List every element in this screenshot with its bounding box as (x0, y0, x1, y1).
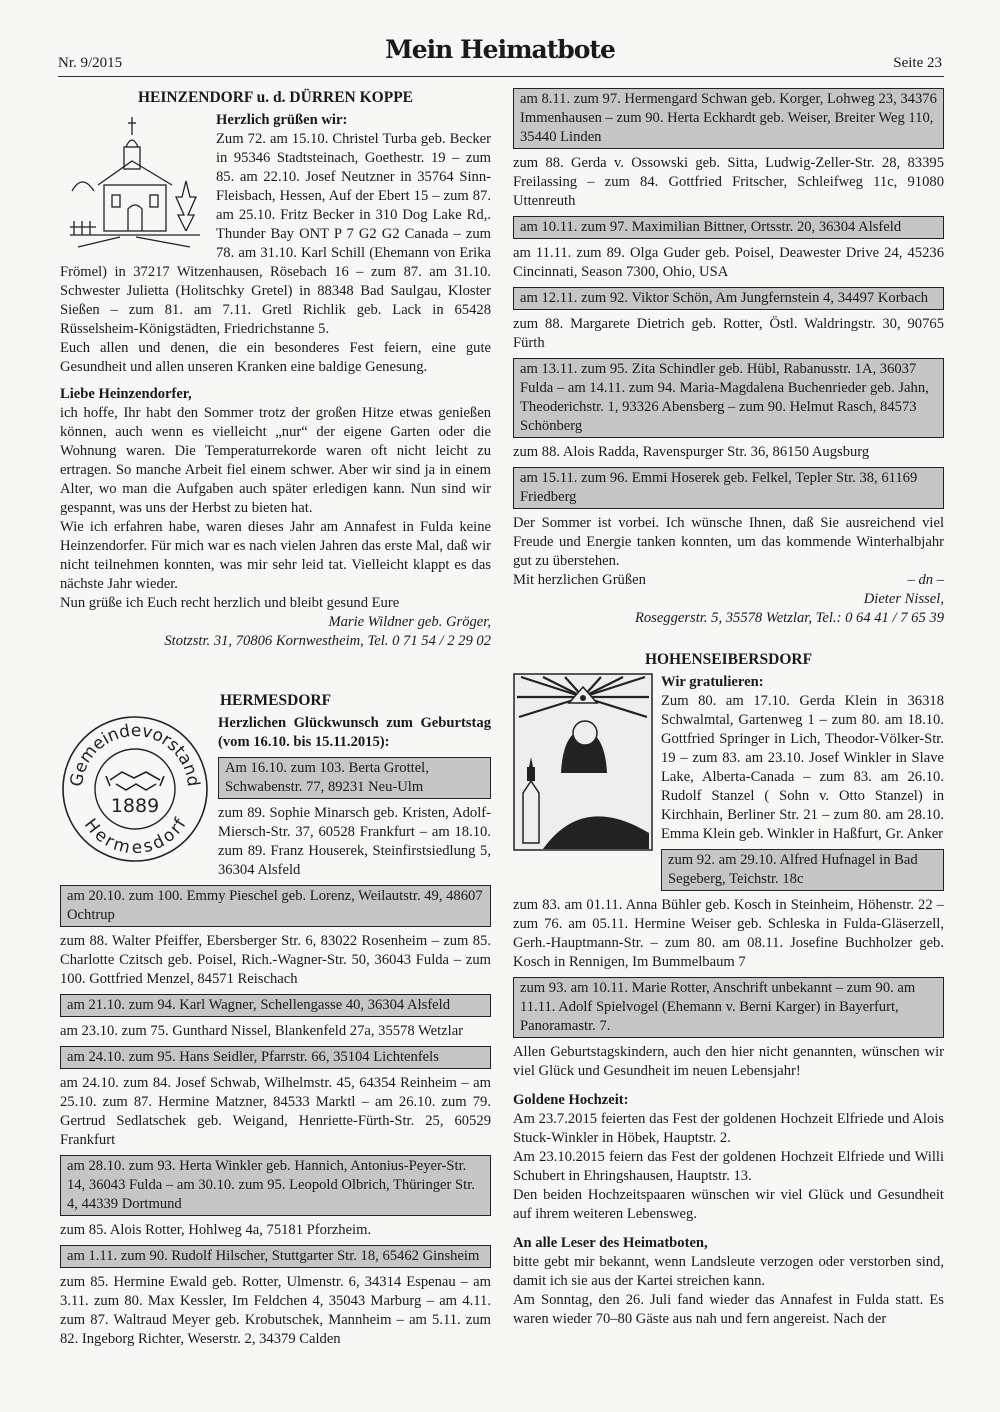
readers-paragraph: bitte gebt mir bekannt, wenn Landsleute verzogen oder verstorben sind, damit ich sie aus der Kartei streichen kann. (513, 1254, 944, 1289)
birthday-box: am 15.11. zum 96. Emmi Hoserek geb. Felkel, Tepler Str. 38, 61169 Friedberg (513, 467, 944, 509)
page-number: Seite 23 (893, 55, 942, 71)
heinzendorf-birthdays: Zum 72. am 15.10. Christel Turba geb. Becker in 95346 Stadtsteinach, Goethestr. 19 – zum 85. am 22.10. Josef Neutzner in 35764 Sinn-Fleisbach, Hessen, Auf der Ebert 15 – zum 87. am 25.10. Fritz Becker in 310 Dog Lake Rd,. Thunder Bay ONT P 7 G2 G2 Canada – zum 78. am 31.10. Karl Schill (Ehemann von Erika Frömel) in 37217 Witzenhausen, Rösebach 16 – zum 87. am 31.10. Schwester Julietta (Holitschky Gretel) in 88348 Bad Saulgau, Kloster Sießen – zum 81. am 7.11. Gretl Richlik geb. Lack in 65428 Rüsselsheim-Königstädten, Friedrichstanne 5. (60, 131, 491, 337)
birthday-box: am 28.10. zum 93. Herta Winkler geb. Hannich, Antonius-Peyer-Str. 14, 36043 Fulda – am 30.10. zum 95. Leopold Olbrich, Thüringer Str. 4, 44339 Dortmund (60, 1155, 491, 1216)
birthday-box: am 10.11. zum 97. Maximilian Bittner, Ortsstr. 20, 36304 Alsfeld (513, 216, 944, 239)
signature-address: Stotzstr. 31, 70806 Kornwestheim, Tel. 0 71 54 / 2 29 02 (164, 633, 491, 649)
hohenseibersdorf-paragraph: zum 83. am 01.11. Anna Bühler geb. Kosch in Steinheim, Höhenstr. 22 – zum 76. am 05.11. Hermine Weiser geb. Schleska in Fulda-Gläserzell, Gerh.-Hauptmann-Str. – zum 80. am 08.11. Josefine Buchholzer geb. Kosch in Rennigen, Im Bummelbaum 7 (513, 897, 944, 970)
heinzendorf-heading: HEINZENDORF u. d. DÜRREN KOPPE (137, 89, 413, 106)
birthday-box: am 20.10. zum 100. Emmy Pieschel geb. Lorenz, Weilautstr. 49, 48607 Ochtrup (60, 885, 491, 927)
seal-top-text: Gemeindevorstand (66, 720, 204, 788)
closing-greeting: Mit herzlichen Grüßen (513, 572, 646, 588)
issue-number: Nr. 9/2015 (58, 55, 123, 71)
handshake-icon (106, 772, 164, 790)
hermesdorf-heading: HERMESDORF (219, 692, 332, 709)
signature-address: Roseggerstr. 5, 35578 Wetzlar, Tel.: 0 64 41 / 7 65 39 (634, 610, 944, 626)
hermesdorf-congrats: Herzlichen Glückwunsch zum Geburtstag (vom 16.10. bis 15.11.2015): (218, 715, 491, 750)
greet-heading: Herzlich grüßen wir: (216, 112, 348, 128)
letter-paragraph-3: Nun grüße ich Euch recht herzlich und bleibt gesund Eure (60, 595, 400, 611)
summer-paragraph: Der Sommer ist vorbei. Ich wünsche Ihnen, daß Sie ausreichend viel Freude und Energie tanken konnten, um das kommende Winterhalbjahr gut zu überstehen. (513, 515, 944, 569)
birthday-box: am 13.11. zum 95. Zita Schindler geb. Hübl, Rabanusstr. 1A, 36037 Fulda – am 14.11. zum 94. Maria-Magdalena Buchenrieder geb. Jahn, Theoderichstr. 1, 93326 Abensberg – zum 90. Helmut Rasch, 84573 Schönberg (513, 358, 944, 438)
hermesdorf-paragraph: am 24.10. zum 84. Josef Schwab, Wilhelmstr. 45, 64354 Reinheim – am 25.10. zum 87. Hermine Matzner, 84533 Marktl – am 26.10. zum 79. Gertrud Sedlatschek geb. Weigand, Henriette-Fürth-Str. 25, 60529 Frankfurt (60, 1075, 491, 1148)
birthday-box: zum 93. am 10.11. Marie Rotter, Anschrift unbekannt – zum 90. am 11.11. Adolf Spielvogel (Ehemann v. Berni Karger) in Bayerfurt, Panoramastr. 7. (513, 977, 944, 1038)
readers-heading: An alle Leser des Heimatboten, (513, 1235, 708, 1251)
birthday-box: Am 16.10. zum 103. Berta Grottel, Schwabenstr. 77, 89231 Neu-Ulm (218, 757, 491, 799)
heinzendorf-wishes: Euch allen und denen, die ein besonderes Fest feiern, eine gute Gesundheit und allen unseren Kranken eine baldige Genesung. (60, 340, 491, 375)
left-column (60, 88, 491, 1349)
hohenseibersdorf-congrats: Wir gratulieren: (661, 674, 764, 690)
readers-paragraph: Am Sonntag, den 26. Juli fand wieder das Annafest in Fulda statt. Es waren wieder 70–80 Gäste aus nah und fern angereist. Nach der (513, 1292, 944, 1327)
hohenseibersdorf-heading: HOHENSEIBERSDORF (644, 651, 813, 668)
signature-name: Dieter Nissel, (863, 591, 944, 607)
author-initials: – dn – (907, 572, 944, 588)
birthday-box: zum 92. am 29.10. Alfred Hufnagel in Bad Segeberg, Teichstr. 18c (661, 849, 944, 891)
hermesdorf-paragraph: zum 89. Sophie Minarsch geb. Kristen, Adolf-Miersch-Str. 37, 60528 Frankfurt – am 18.10. zum 89. Franz Houserek, Steinfirstsiedlung 5, 36304 Alsfeld (218, 805, 491, 878)
signature-name: Marie Wildner geb. Gröger, (328, 614, 491, 630)
municipal-seal (60, 714, 210, 864)
hermesdorf-paragraph: am 23.10. zum 75. Gunthard Nissel, Blankenfeld 27a, 35578 Wetzlar (60, 1023, 464, 1039)
woodcut-illustration (513, 673, 653, 851)
chapel-illustration (60, 111, 208, 251)
golden-wedding-heading: Goldene Hochzeit: (513, 1092, 629, 1108)
birthday-box: am 21.10. zum 94. Karl Wagner, Schellengasse 40, 36304 Alsfeld (60, 994, 491, 1017)
hohenseibersdorf-paragraph: Zum 80. am 17.10. Gerda Klein in 36318 Schwalmtal, Gartenweg 1 – zum 80. am 18.10. Gottfried Springer in Lich, Theodor-Völker-Str. 19 – zum 83. am 23.10. Josef Winkler in Slave Lake, Alberta-Canada – zum 83. am 26.10. Rudolf Stanzel ( Sohn v. Otto Stanzel) in Kirchhain, Berliner Str. 21 – zum 80. am 28.10. Emma Klein geb. Winkler in Haßfurt, Gr. Anker (661, 693, 944, 842)
newspaper-title: Mein Heimatbote (385, 35, 615, 64)
birthday-paragraph: zum 88. Alois Radda, Ravenspurger Str. 36, 86150 Augsburg (513, 444, 870, 460)
golden-wedding-paragraph: Am 23.7.2015 feierten das Fest der goldenen Hochzeit Elfriede und Alois Stuck-Winkler in Höbek, Hauptstr. 2. (513, 1111, 944, 1146)
birthday-box: am 12.11. zum 92. Viktor Schön, Am Jungfernstein 4, 34497 Korbach (513, 287, 944, 310)
letter-paragraph-2: Wie ich erfahren habe, waren dieses Jahr am Annafest in Fulda keine Heinzendorfer. Für mich war es nach vielen Jahren das erste Mal, daß wir nicht teilnehmen konnten, was mir sehr leid tat. Vielleicht klappt es das nächste Jahr wieder. (60, 519, 491, 592)
hermesdorf-paragraph: zum 85. Hermine Ewald geb. Rotter, Ulmenstr. 6, 34314 Espenau – am 3.11. zum 80. Max Kessler, Im Feldchen 4, 35043 Marburg – am 4.11. zum 87. Waltraud Meyer geb. Krobutschek, Mannheim – am 5.11. zum 82. Ingeborg Richter, Weserstr. 2, 34379 Calden (60, 1274, 491, 1347)
birthday-box: am 24.10. zum 95. Hans Seidler, Pfarrstr. 66, 35104 Lichtenfels (60, 1046, 491, 1069)
hohenseibersdorf-paragraph: Allen Geburtstagskindern, auch den hier nicht genannten, wünschen wir viel Glück und Gesundheit im neuen Lebensjahr! (513, 1044, 944, 1079)
letter-salutation: Liebe Heinzendorfer, (60, 386, 192, 402)
right-column (513, 88, 944, 1329)
golden-wedding-paragraph: Den beiden Hochzeitspaaren wünschen wir viel Glück und Gesundheit auf ihrem weiteren Lebensweg. (513, 1187, 944, 1222)
birthday-paragraph: zum 88. Gerda v. Ossowski geb. Sitta, Ludwig-Zeller-Str. 28, 83395 Freilassing – zum 84. Gottfried Fritscher, Schleifweg 11c, 91080 Uttenreuth (513, 155, 944, 209)
letter-paragraph-1: ich hoffe, Ihr habt den Sommer trotz der großen Hitze etwas genießen können, auch wenn es vielleicht „nur“ der eigene Garten oder die Wohnung waren. Die Temperaturrekorde waren oft nicht leicht zu ertragen. So manche Arbeit fiel einem schwer. Aber wir sind ja in einem Alter, wo man die Aufgaben auch später erledigen kann. Nun sind wir gespannt, was uns der Herbst zu bieten hat. (60, 405, 491, 516)
birthday-box: am 1.11. zum 90. Rudolf Hilscher, Stuttgarter Str. 18, 65462 Ginsheim (60, 1245, 491, 1268)
birthday-paragraph: zum 88. Margarete Dietrich geb. Rotter, Östl. Waldringstr. 30, 90765 Fürth (513, 316, 944, 351)
birthday-paragraph: am 11.11. zum 89. Olga Guder geb. Poisel, Deawester Drive 24, 45236 Cincinnati, Season 7300, Ohio, USA (513, 245, 944, 280)
hermesdorf-paragraph: zum 85. Alois Rotter, Hohlweg 4a, 75181 Pforzheim. (60, 1222, 372, 1238)
seal-bottom-text: Hermesdorf (79, 815, 191, 859)
header-rule (58, 76, 944, 77)
seal-year: 1889 (110, 795, 160, 817)
hermesdorf-paragraph: zum 88. Walter Pfeiffer, Ebersberger Str. 6, 83022 Rosenheim – zum 85. Charlotte Czitsch geb. Poisel, Rich.-Wagner-Str. 50, 36043 Fulda – zum 100. Gottfried Menzel, 84571 Reischach (60, 933, 491, 987)
birthday-box: am 8.11. zum 97. Hermengard Schwan geb. Korger, Lohweg 23, 34376 Immenhausen – zum 90. Herta Eckhardt geb. Weiser, Breiter Weg 110, 35440 Linden (513, 88, 944, 149)
golden-wedding-paragraph: Am 23.10.2015 feiern das Fest der goldenen Hochzeit Elfriede und Willi Schubert in Ehringshausen, Hauptstr. 13. (513, 1149, 944, 1184)
